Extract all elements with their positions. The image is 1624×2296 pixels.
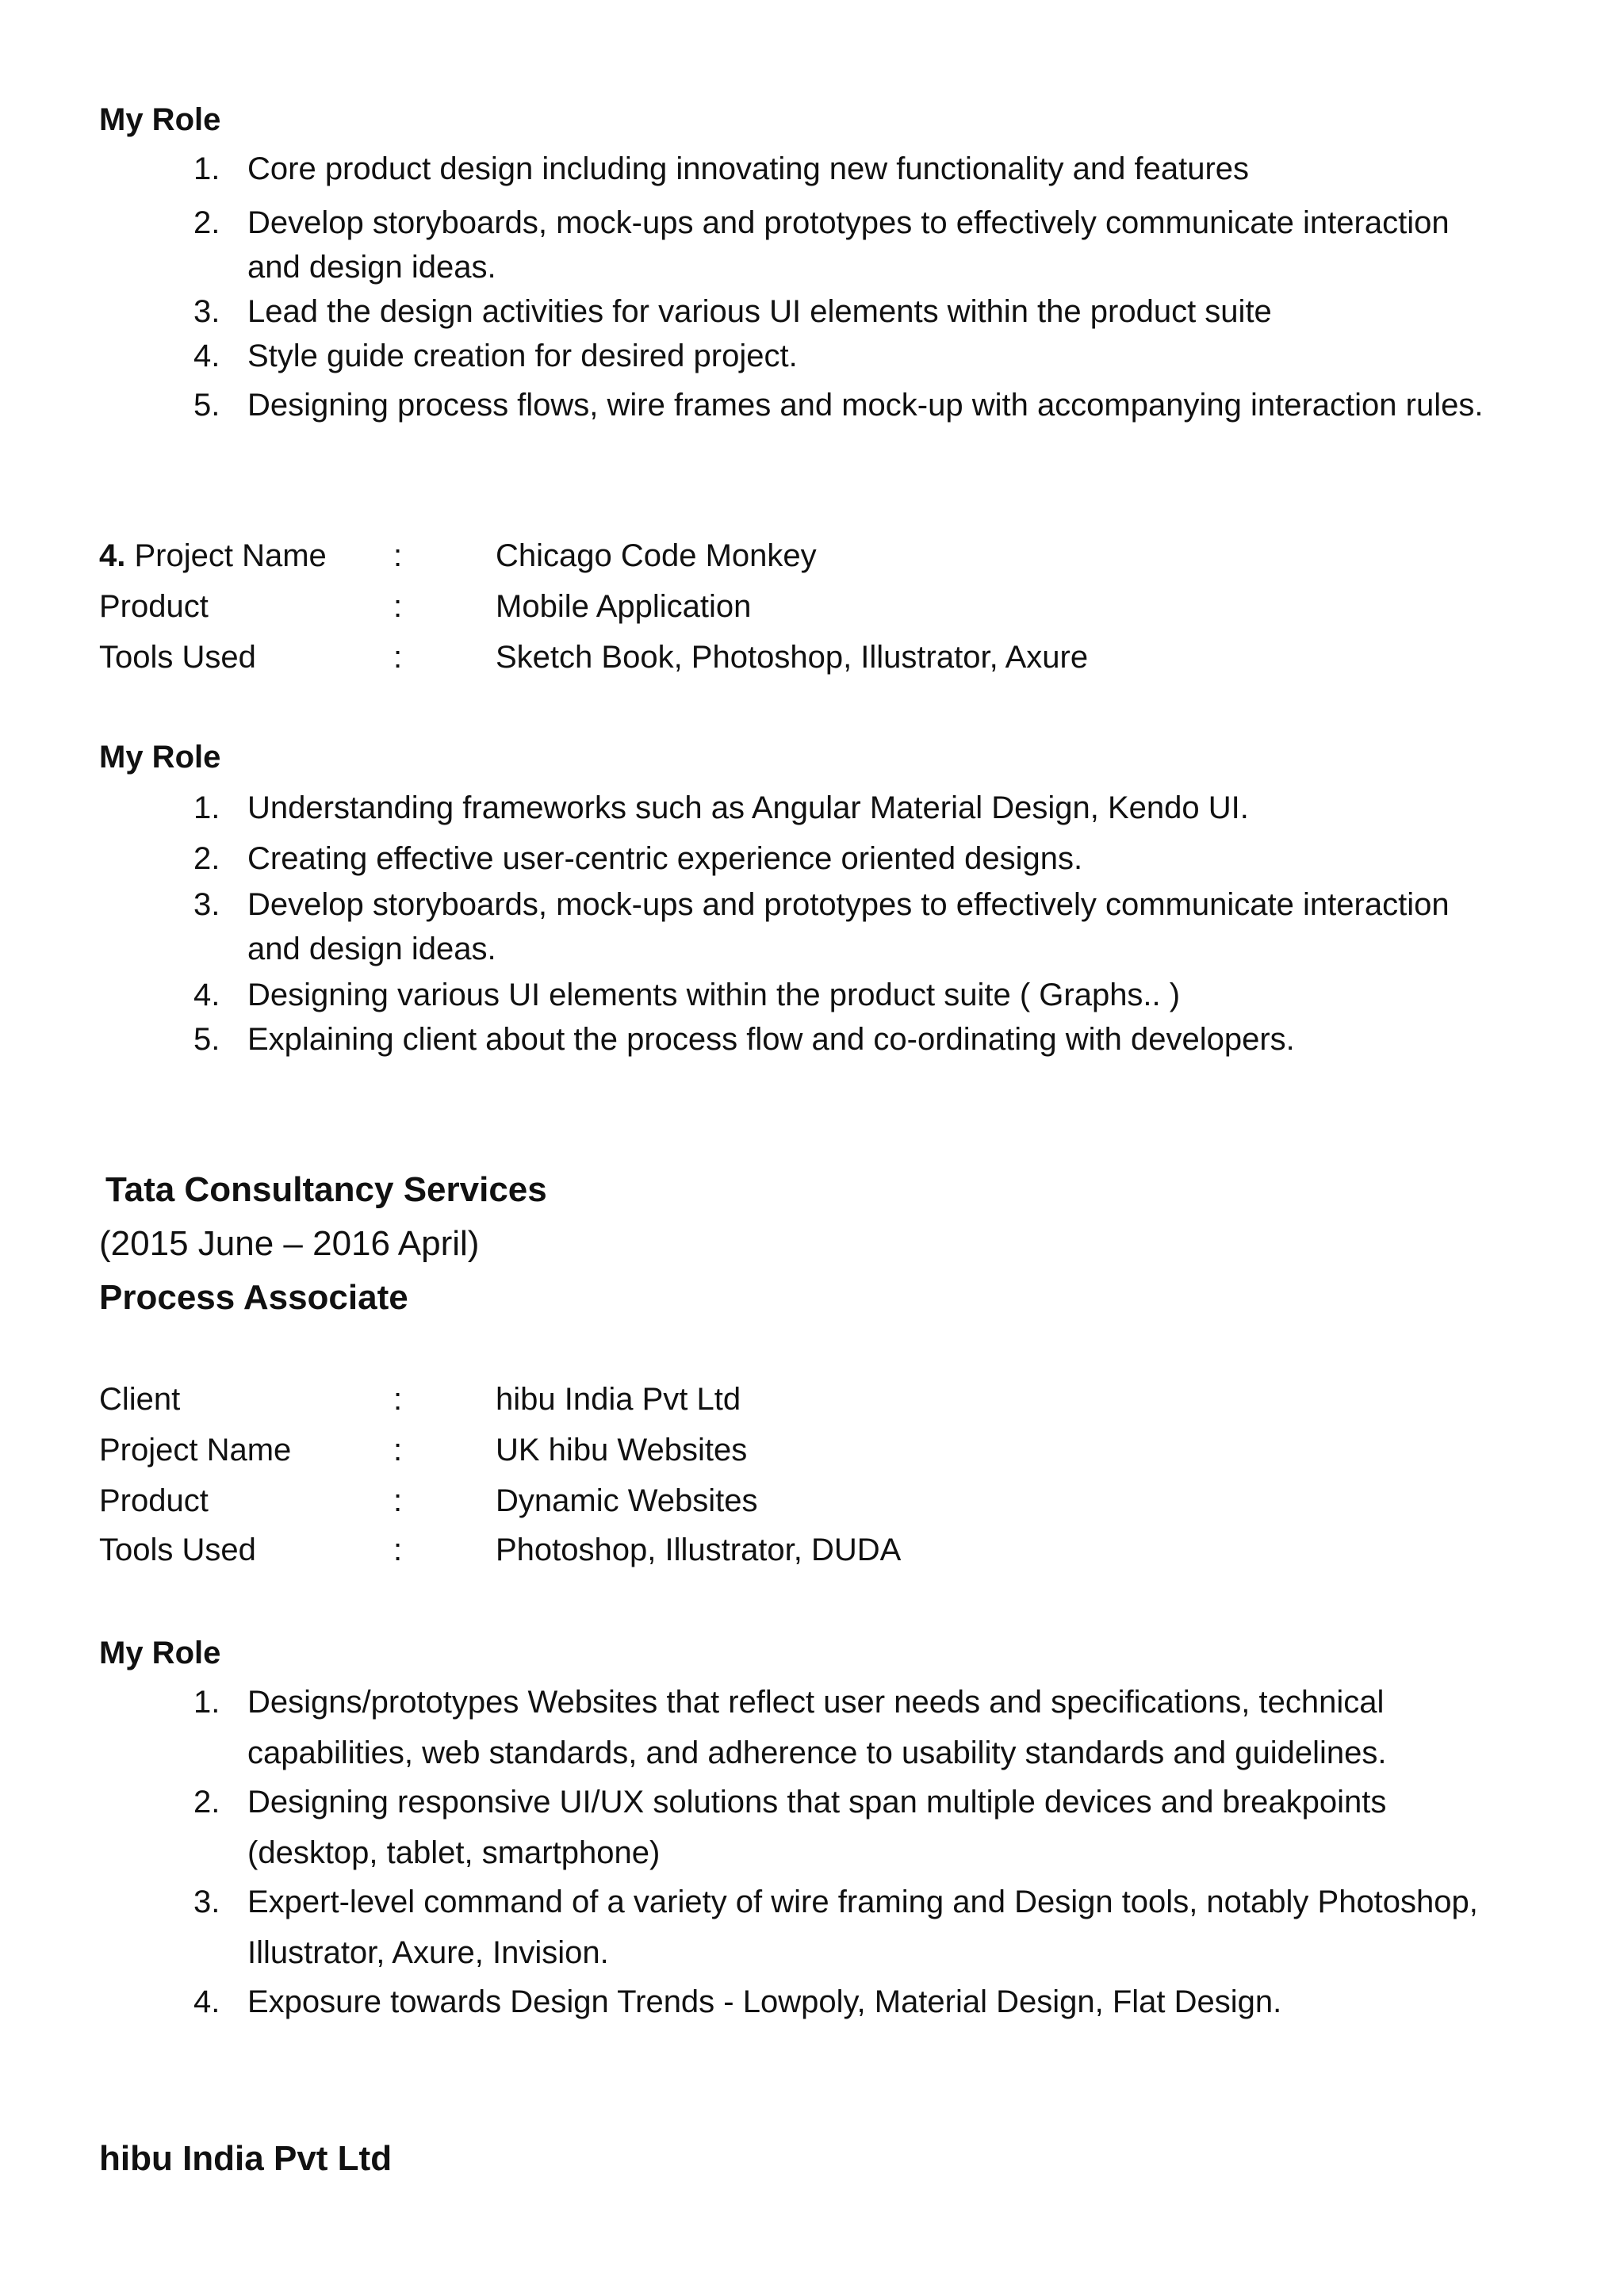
project-name-label: Project Name — [99, 1433, 292, 1468]
project-name-label-text: Project Name — [134, 538, 327, 573]
product-value: Mobile Application — [496, 589, 752, 624]
tools-used-label: Tools Used — [99, 640, 256, 675]
list-item: Develop storyboards, mock-ups and prototypes to effectively communicate interaction — [247, 887, 1450, 922]
list-item-continuation: and design ideas. — [247, 932, 496, 966]
my-role-heading: My Role — [99, 102, 221, 137]
list-item-continuation: (desktop, tablet, smartphone) — [247, 1835, 661, 1870]
list-number: 3. — [193, 887, 220, 922]
list-item: Lead the design activities for various UI elements within the product suite — [247, 294, 1272, 329]
colon: : — [393, 538, 403, 573]
list-number: 1. — [193, 151, 220, 186]
list-item: Designs/prototypes Websites that reflect user needs and specifications, technical — [247, 1685, 1385, 1720]
list-number: 4. — [193, 339, 220, 373]
client-value: hibu India Pvt Ltd — [496, 1382, 741, 1417]
job-title: Process Associate — [99, 1278, 408, 1317]
tools-used-value: Sketch Book, Photoshop, Illustrator, Axure — [496, 640, 1089, 675]
list-item: Style guide creation for desired project. — [247, 339, 798, 373]
list-number: 1. — [193, 1685, 220, 1720]
list-item: Core product design including innovating new functionality and features — [247, 151, 1250, 186]
list-number: 4. — [193, 1984, 220, 2019]
list-number: 2. — [193, 1785, 220, 1820]
client-label: Client — [99, 1382, 181, 1417]
colon: : — [393, 1533, 403, 1567]
tools-used-label: Tools Used — [99, 1533, 256, 1567]
my-role-heading: My Role — [99, 740, 221, 775]
list-item-continuation: Illustrator, Axure, Invision. — [247, 1935, 609, 1970]
list-item: Designing responsive UI/UX solutions that span multiple devices and breakpoints — [247, 1785, 1387, 1820]
colon: : — [393, 589, 403, 624]
list-item: Understanding frameworks such as Angular Material Design, Kendo UI. — [247, 790, 1249, 825]
tools-used-value: Photoshop, Illustrator, DUDA — [496, 1533, 902, 1567]
colon: : — [393, 1382, 403, 1417]
list-number: 1. — [193, 790, 220, 825]
colon: : — [393, 1433, 403, 1468]
list-item: Develop storyboards, mock-ups and prototypes to effectively communicate interaction — [247, 205, 1450, 240]
list-number: 5. — [193, 388, 220, 423]
product-label: Product — [99, 1483, 209, 1518]
colon: : — [393, 640, 403, 675]
project-name-value: Chicago Code Monkey — [496, 538, 817, 573]
list-item: Explaining client about the process flow and co-ordinating with developers. — [247, 1022, 1295, 1057]
employment-period: (2015 June – 2016 April) — [99, 1224, 480, 1263]
my-role-heading: My Role — [99, 1636, 221, 1670]
list-number: 2. — [193, 205, 220, 240]
list-number: 5. — [193, 1022, 220, 1057]
list-item: Designing various UI elements within the product suite ( Graphs.. ) — [247, 978, 1181, 1012]
list-item-continuation: capabilities, web standards, and adherence to usability standards and guidelines. — [247, 1735, 1387, 1770]
list-number: 3. — [193, 294, 220, 329]
list-number: 2. — [193, 841, 220, 876]
list-item-continuation: and design ideas. — [247, 250, 496, 285]
project-name-label — [99, 538, 327, 574]
list-number: 4. — [193, 978, 220, 1012]
list-item: Expert-level command of a variety of wire framing and Design tools, notably Photoshop, — [247, 1885, 1478, 1919]
product-value: Dynamic Websites — [496, 1483, 758, 1518]
project-number: 4. — [99, 538, 126, 573]
list-item: Exposure towards Design Trends - Lowpoly, Material Design, Flat Design. — [247, 1984, 1282, 2019]
list-item: Designing process flows, wire frames and mock-up with accompanying interaction rules. — [247, 388, 1484, 423]
project-name-value: UK hibu Websites — [496, 1433, 748, 1468]
product-label: Product — [99, 589, 209, 624]
company-name: Tata Consultancy Services — [105, 1170, 547, 1209]
company-name: hibu India Pvt Ltd — [99, 2139, 393, 2178]
list-number: 3. — [193, 1885, 220, 1919]
colon: : — [393, 1483, 403, 1518]
list-item: Creating effective user-centric experience oriented designs. — [247, 841, 1083, 876]
